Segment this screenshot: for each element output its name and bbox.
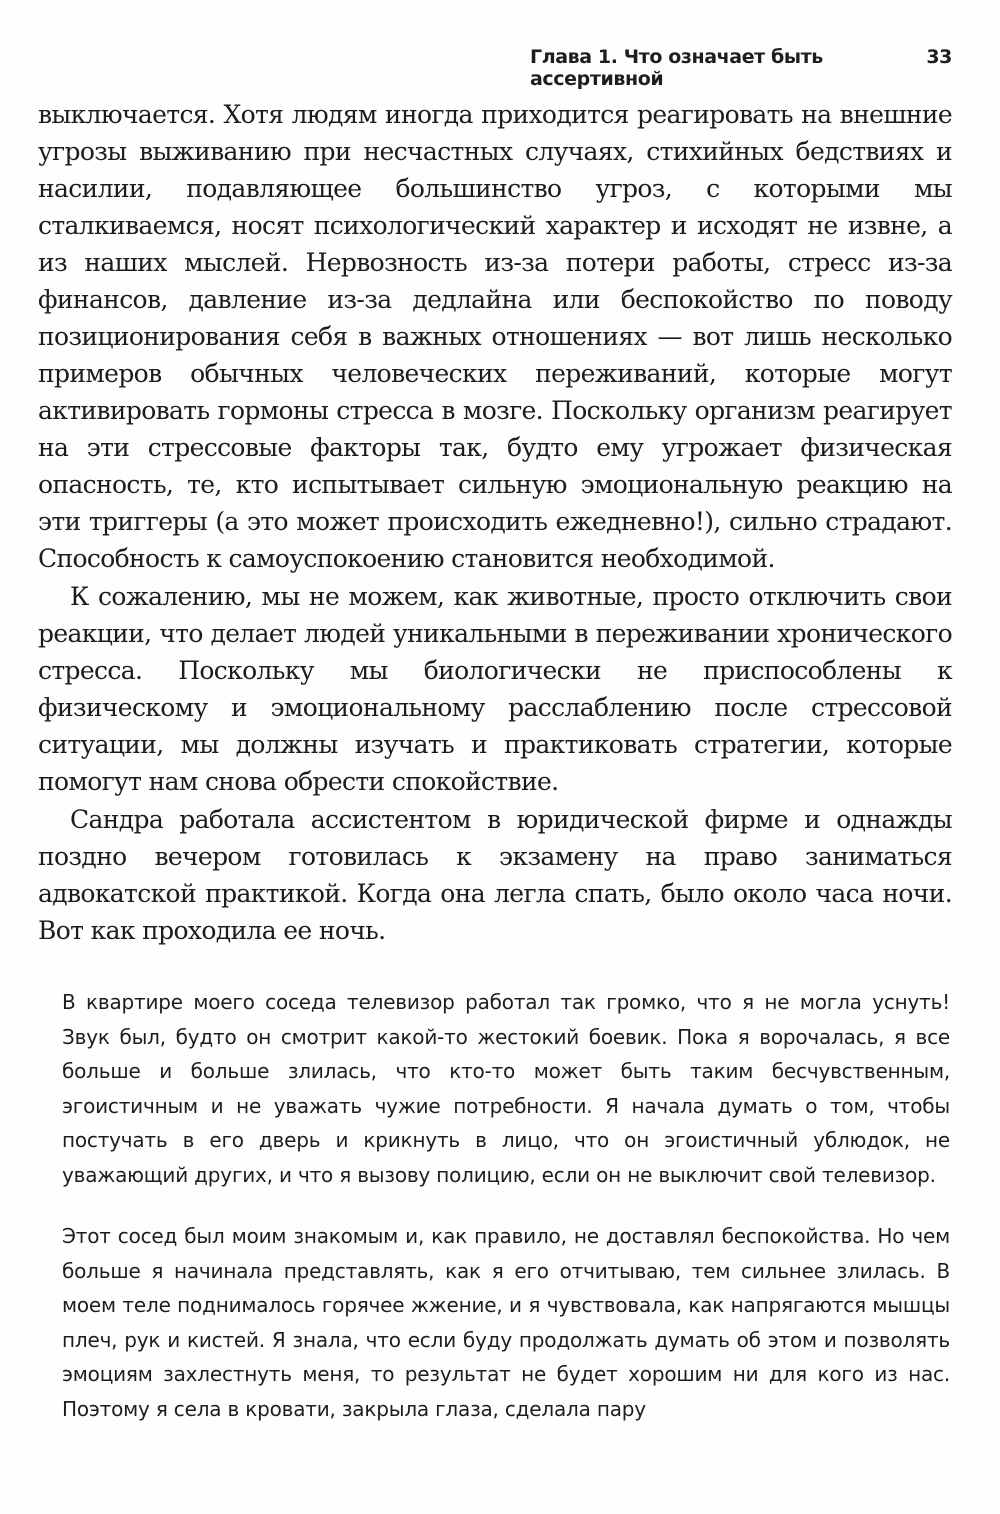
quoted-passage: В квартире моего соседа телевизор работал так громко, что я не могла уснуть! Звук был, будто он смотрит какой-то жестокий боевик. Пока я ворочалась, я все больше и больше злилась, что кто-то может быть таким бесчувственным, эгоистичным и не уважать чужие потребности. Я начала думать о том, чтобы постучать в его дверь и крикнуть в лицо, что он эгоистичный ублюдок, не уважающий других, и что я вызову полицию, если он не выключит свой телевизор.: [62, 990, 950, 1187]
chapter-title: Глава 1. Что означает быть ассертивной: [530, 46, 823, 90]
quoted-passage: Этот сосед был моим знакомым и, как правило, не доставлял беспокойства. Но чем больше я начинала представлять, как я его отчитываю, тем сильнее злилась. В моем теле поднималось горячее жжение, и я чувствовала, как напрягаются мышцы плеч, рук и кистей. Я знала, что если буду продолжать думать об этом и позволять эмоциям захлестнуть меня, то результат не будет хорошим ни для кого из нас. Поэтому я села в кровати, закрыла глаза, сделала пару: [62, 1224, 950, 1421]
paragraph: К сожалению, мы не можем, как животные, просто отключить свои реакции, что делает людей уникальными в переживании хронического стресса. Поскольку мы биологически не приспособлены к физическому и эмоциональному расслаблению после стрессовой ситуации, мы должны изучать и практиковать стратегии, которые помогут нам снова обрести спокойствие.: [38, 582, 952, 796]
main-text: [38, 96, 952, 949]
paragraph-continued: выключается. Хотя людям иногда приходится реагировать на внешние угрозы выживанию при несчастных случаях, стихийных бедствиях и насилии, подавляющее большинство угроз, с которыми мы сталкиваемся, носят психологический характер и исходят не извне, а из наших мыслей. Нервозность из-за потери работы, стресс из-за финансов, давление из-за дедлайна или беспокойство по поводу позиционирования себя в важных отношениях — вот лишь несколько примеров обычных человеческих переживаний, которые могут активировать гормоны стресса в мозге. Поскольку организм реагирует на эти стрессовые факторы так, будто ему угрожает физическая опасность, те, кто испытывает сильную эмоциональную реакцию на эти триггеры (а это может происходить ежедневно!), сильно страдают. Способность к самоуспокоению становится необходимой.: [38, 100, 952, 573]
running-header: [470, 46, 952, 90]
page-number: 33: [926, 46, 952, 68]
paragraph: Сандра работала ассистентом в юридической фирме и однажды поздно вечером готовилась к экзамену на право заниматься адвокатской практикой. Когда она легла спать, было около часа ночи. Вот как проходила ее ночь.: [38, 805, 952, 945]
